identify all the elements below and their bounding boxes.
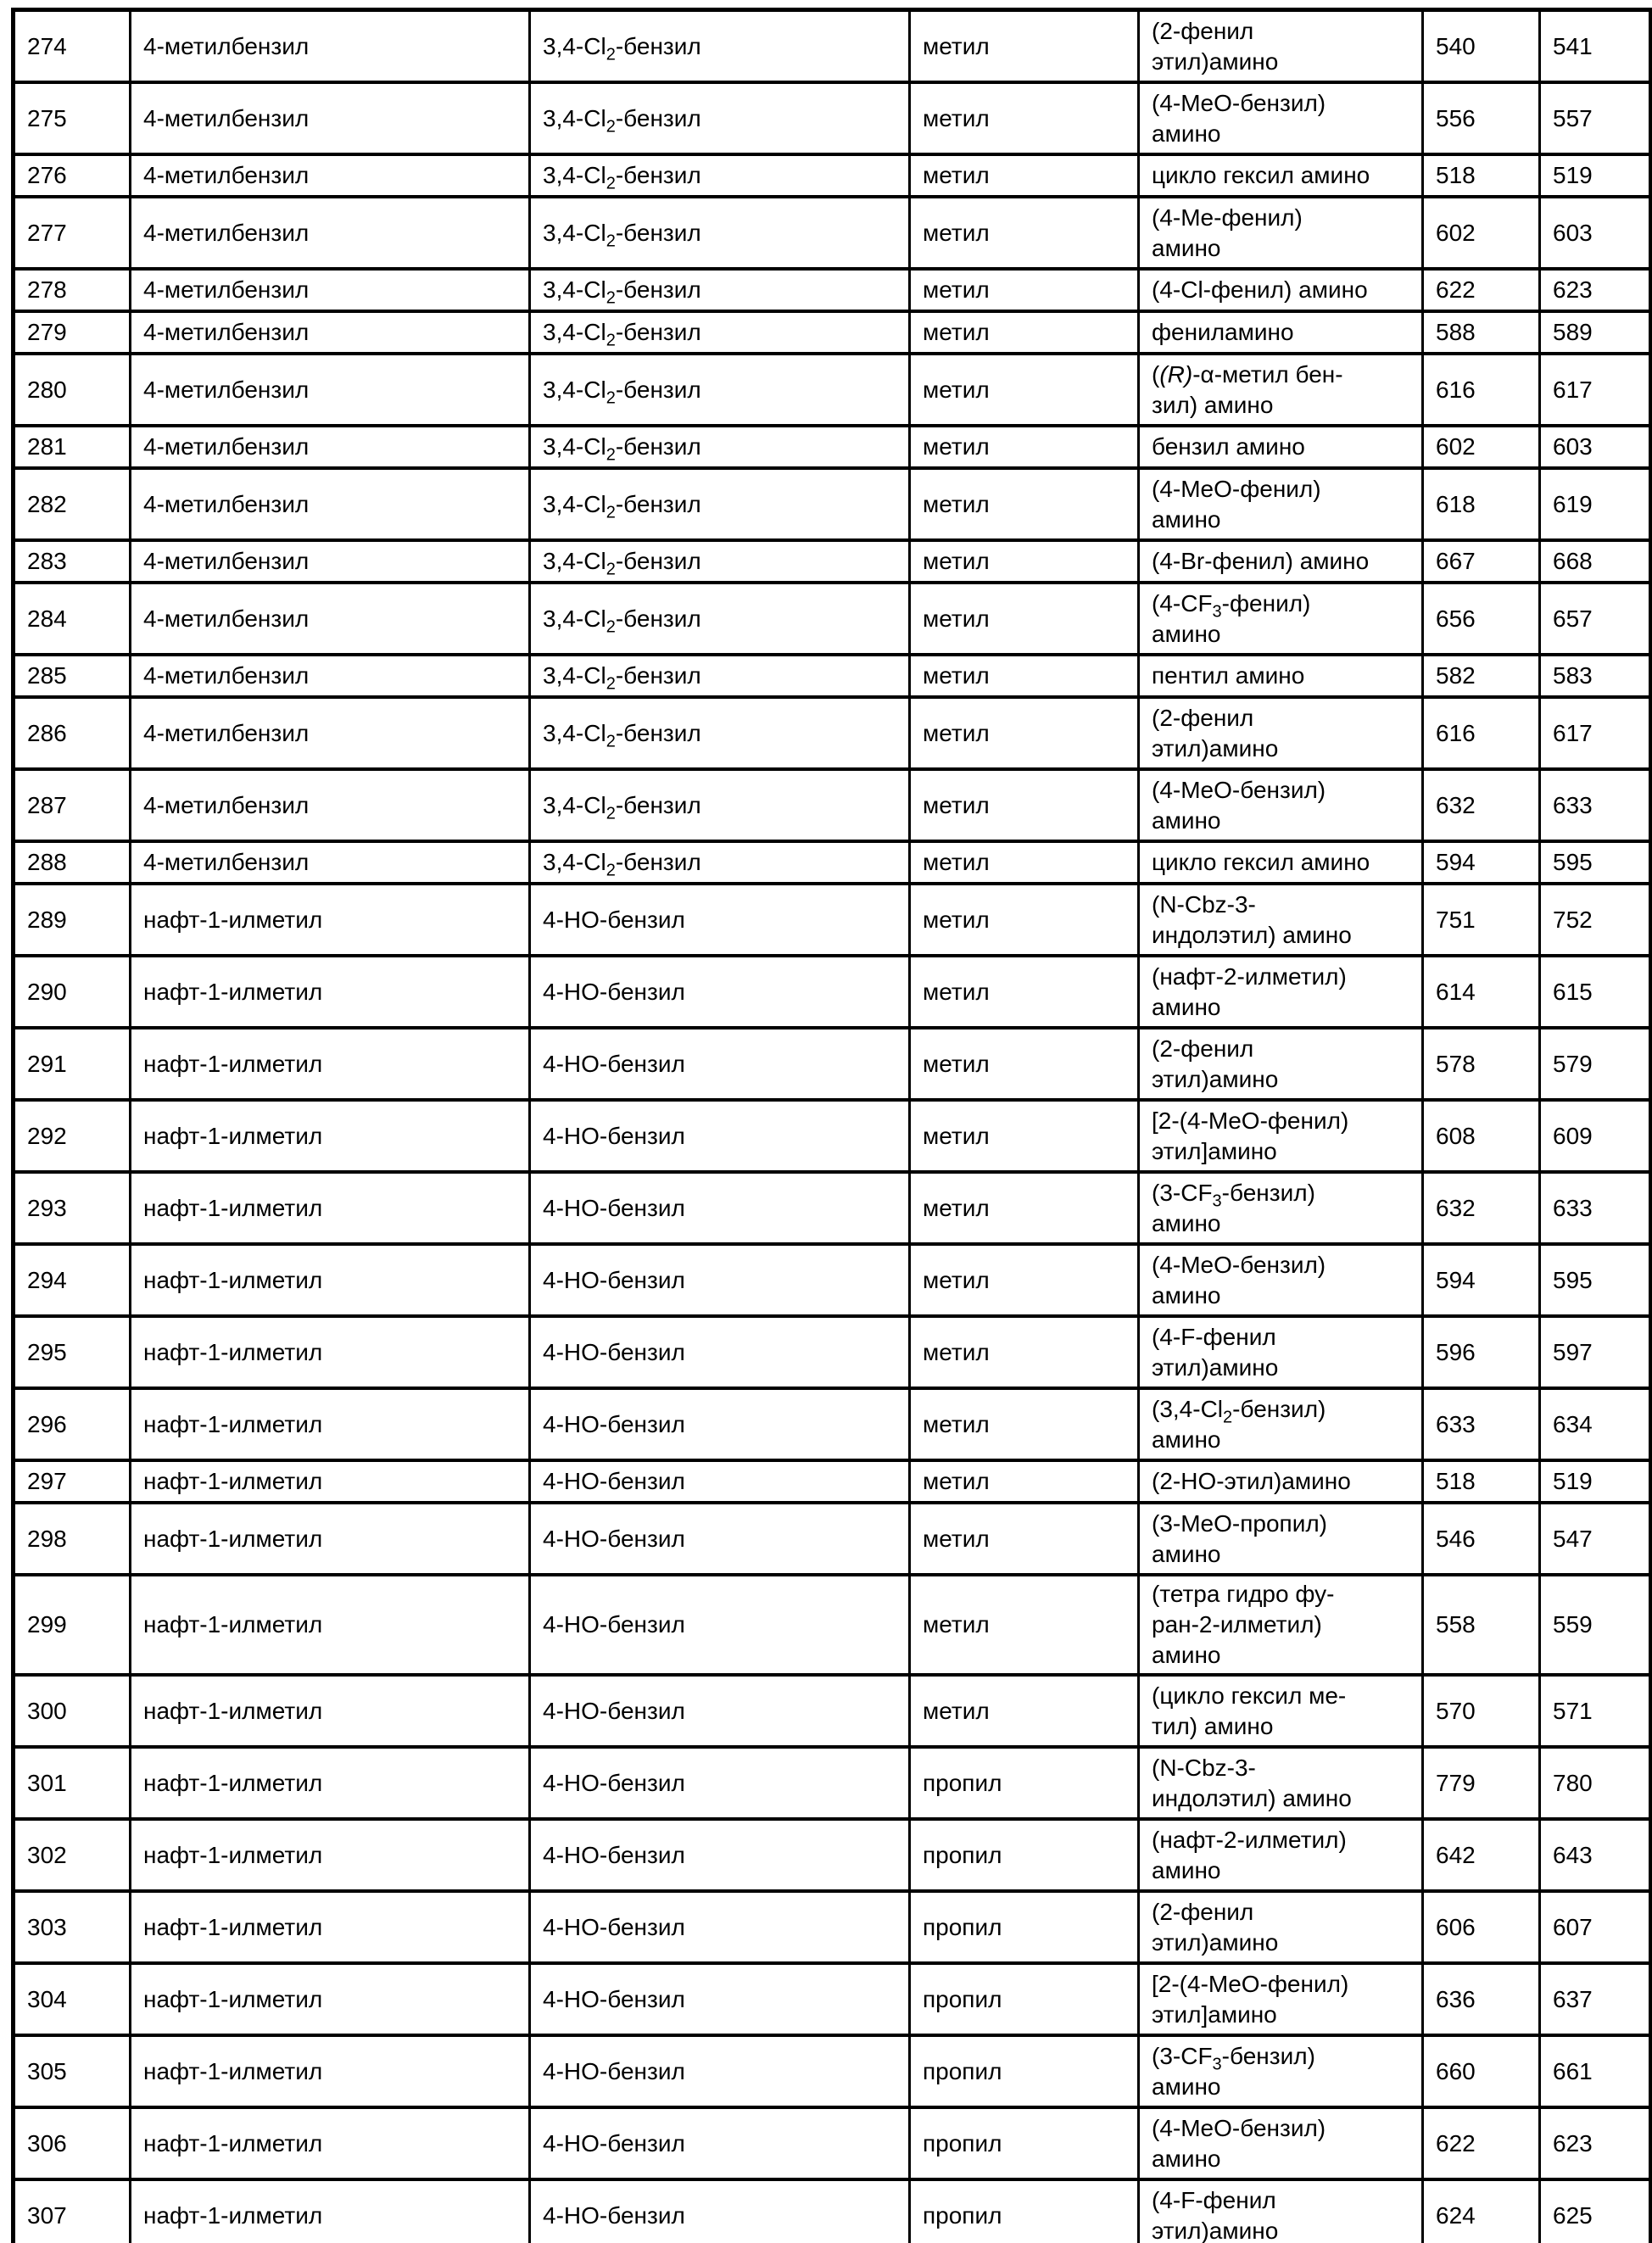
cell-row-number: 277 xyxy=(14,197,131,269)
cell-row-number: 298 xyxy=(14,1503,131,1575)
cell-substituent-r4: пентил амино xyxy=(1139,655,1423,697)
cell-substituent-r2: $3,4-Cl_2$-бензил xyxy=(530,426,910,468)
cell-mass-m: 594 xyxy=(1423,1244,1540,1316)
cell-substituent-r3: метил xyxy=(910,956,1139,1028)
cell-substituent-r4: (4-Br-фенил) амино xyxy=(1139,540,1423,583)
cell-substituent-r3: метил xyxy=(910,1100,1139,1172)
cell-substituent-r3: пропил xyxy=(910,1891,1139,1963)
cell-mass-m: 618 xyxy=(1423,468,1540,540)
cell-mass-m-plus-1: 541 xyxy=(1540,10,1651,83)
cell-substituent-r4: $(3-CF_3-бензил)$ амино xyxy=(1139,2035,1423,2107)
cell-mass-m: 582 xyxy=(1423,655,1540,697)
cell-substituent-r3: метил xyxy=(910,697,1139,769)
table-row xyxy=(14,540,1651,583)
table-row xyxy=(14,311,1651,354)
cell-substituent-r4: (цикло гексил ме- тил) амино xyxy=(1139,1675,1423,1747)
cell-mass-m: 660 xyxy=(1423,2035,1540,2107)
cell-row-number: 279 xyxy=(14,311,131,354)
cell-substituent-r3: метил xyxy=(910,311,1139,354)
cell-mass-m-plus-1: 607 xyxy=(1540,1891,1651,1963)
cell-substituent-r1: нафт-1-илметил xyxy=(131,1891,530,1963)
cell-substituent-r3: метил xyxy=(910,1244,1139,1316)
cell-substituent-r3: метил xyxy=(910,154,1139,197)
cell-substituent-r1: нафт-1-илметил xyxy=(131,2107,530,2179)
cell-substituent-r1: 4-метилбензил xyxy=(131,311,530,354)
cell-substituent-r3: метил xyxy=(910,354,1139,426)
cell-substituent-r2: 4-HO-бензил xyxy=(530,1747,910,1819)
cell-substituent-r3: пропил xyxy=(910,1747,1139,1819)
cell-substituent-r3: метил xyxy=(910,655,1139,697)
cell-mass-m-plus-1: 603 xyxy=(1540,426,1651,468)
cell-substituent-r1: 4-метилбензил xyxy=(131,197,530,269)
cell-substituent-r1: нафт-1-илметил xyxy=(131,1503,530,1575)
cell-mass-m-plus-1: 597 xyxy=(1540,1316,1651,1388)
cell-mass-m-plus-1: 547 xyxy=(1540,1503,1651,1575)
table-row xyxy=(14,1172,1651,1244)
cell-substituent-r4: (2-фенил этил)амино xyxy=(1139,10,1423,83)
cell-mass-m: 667 xyxy=(1423,540,1540,583)
cell-mass-m: 642 xyxy=(1423,1819,1540,1891)
cell-substituent-r4: (4-F-фенил этил)амино xyxy=(1139,1316,1423,1388)
cell-substituent-r3: метил xyxy=(910,1575,1139,1675)
cell-substituent-r3: метил xyxy=(910,1460,1139,1503)
compound-table xyxy=(11,8,1652,2243)
table-row xyxy=(14,1747,1651,1819)
cell-substituent-r2: 4-HO-бензил xyxy=(530,1675,910,1747)
cell-mass-m: 608 xyxy=(1423,1100,1540,1172)
cell-substituent-r1: 4-метилбензил xyxy=(131,468,530,540)
cell-substituent-r4: $(3-CF_3-бензил)$ амино xyxy=(1139,1172,1423,1244)
cell-substituent-r2: 4-HO-бензил xyxy=(530,2107,910,2179)
cell-substituent-r4: (4-MeO-бензил) амино xyxy=(1139,2107,1423,2179)
cell-row-number: 287 xyxy=(14,769,131,841)
cell-mass-m-plus-1: 643 xyxy=(1540,1819,1651,1891)
cell-row-number: 274 xyxy=(14,10,131,83)
cell-row-number: 299 xyxy=(14,1575,131,1675)
cell-mass-m-plus-1: 519 xyxy=(1540,154,1651,197)
cell-substituent-r3: пропил xyxy=(910,1819,1139,1891)
cell-substituent-r3: пропил xyxy=(910,2035,1139,2107)
cell-mass-m-plus-1: 634 xyxy=(1540,1388,1651,1460)
cell-substituent-r3: метил xyxy=(910,426,1139,468)
cell-substituent-r1: 4-метилбензил xyxy=(131,540,530,583)
cell-substituent-r1: нафт-1-илметил xyxy=(131,1316,530,1388)
cell-substituent-r1: нафт-1-илметил xyxy=(131,2179,530,2243)
cell-substituent-r2: $3,4-Cl_2$-бензил xyxy=(530,197,910,269)
cell-mass-m-plus-1: 519 xyxy=(1540,1460,1651,1503)
cell-substituent-r3: метил xyxy=(910,10,1139,83)
cell-mass-m-plus-1: 633 xyxy=(1540,1172,1651,1244)
cell-substituent-r1: 4-метилбензил xyxy=(131,583,530,655)
table-row xyxy=(14,697,1651,769)
cell-substituent-r2: 4-HO-бензил xyxy=(530,1575,910,1675)
cell-substituent-r2: 4-HO-бензил xyxy=(530,956,910,1028)
cell-substituent-r4: (2-фенил этил)амино xyxy=(1139,1028,1423,1100)
cell-mass-m-plus-1: 623 xyxy=(1540,269,1651,311)
table-row xyxy=(14,426,1651,468)
table-row xyxy=(14,354,1651,426)
cell-substituent-r4: (4-F-фенил этил)амино xyxy=(1139,2179,1423,2243)
cell-row-number: 288 xyxy=(14,841,131,884)
cell-substituent-r1: нафт-1-илметил xyxy=(131,1100,530,1172)
cell-mass-m: 633 xyxy=(1423,1388,1540,1460)
cell-substituent-r2: 4-HO-бензил xyxy=(530,1172,910,1244)
cell-substituent-r3: метил xyxy=(910,468,1139,540)
table-row xyxy=(14,769,1651,841)
cell-substituent-r2: $3,4-Cl_2$-бензил xyxy=(530,841,910,884)
cell-row-number: 278 xyxy=(14,269,131,311)
cell-substituent-r4: $(4-CF_3-фенил)$ амино xyxy=(1139,583,1423,655)
cell-mass-m-plus-1: 619 xyxy=(1540,468,1651,540)
cell-substituent-r1: нафт-1-илметил xyxy=(131,1675,530,1747)
cell-substituent-r3: пропил xyxy=(910,2107,1139,2179)
cell-substituent-r2: $3,4-Cl_2$-бензил xyxy=(530,540,910,583)
cell-mass-m: 596 xyxy=(1423,1316,1540,1388)
cell-substituent-r2: 4-HO-бензил xyxy=(530,1963,910,2035)
cell-mass-m-plus-1: 625 xyxy=(1540,2179,1651,2243)
cell-mass-m: 632 xyxy=(1423,769,1540,841)
cell-substituent-r3: метил xyxy=(910,769,1139,841)
cell-substituent-r1: нафт-1-илметил xyxy=(131,1460,530,1503)
cell-mass-m-plus-1: 780 xyxy=(1540,1747,1651,1819)
cell-substituent-r4: (N-Cbz-3- индолэтил) амино xyxy=(1139,1747,1423,1819)
cell-substituent-r2: $3,4-Cl_2$-бензил xyxy=(530,697,910,769)
cell-row-number: 275 xyxy=(14,82,131,154)
cell-substituent-r2: $3,4-Cl_2$-бензил xyxy=(530,354,910,426)
cell-row-number: 304 xyxy=(14,1963,131,2035)
cell-substituent-r2: 4-HO-бензил xyxy=(530,1244,910,1316)
cell-mass-m: 570 xyxy=(1423,1675,1540,1747)
cell-substituent-r4: (4-MeO-бензил) амино xyxy=(1139,1244,1423,1316)
table-row xyxy=(14,269,1651,311)
cell-substituent-r2: $3,4-Cl_2$-бензил xyxy=(530,311,910,354)
cell-substituent-r2: 4-HO-бензил xyxy=(530,2035,910,2107)
cell-row-number: 291 xyxy=(14,1028,131,1100)
cell-mass-m-plus-1: 752 xyxy=(1540,884,1651,956)
cell-substituent-r3: метил xyxy=(910,269,1139,311)
table-row xyxy=(14,10,1651,83)
cell-substituent-r3: метил xyxy=(910,1675,1139,1747)
cell-substituent-r2: 4-HO-бензил xyxy=(530,1460,910,1503)
cell-substituent-r1: 4-метилбензил xyxy=(131,154,530,197)
cell-substituent-r2: $3,4-Cl_2$-бензил xyxy=(530,583,910,655)
cell-substituent-r4: (2-фенил этил)амино xyxy=(1139,697,1423,769)
cell-row-number: 301 xyxy=(14,1747,131,1819)
cell-substituent-r4: $(3,4-Cl_2-бензил)$ амино xyxy=(1139,1388,1423,1460)
cell-row-number: 294 xyxy=(14,1244,131,1316)
cell-substituent-r2: $3,4-Cl_2$-бензил xyxy=(530,10,910,83)
cell-substituent-r4: [2-(4-MeO-фенил) этил]амино xyxy=(1139,1963,1423,2035)
cell-substituent-r2: $3,4-Cl_2$-бензил xyxy=(530,82,910,154)
cell-mass-m-plus-1: 633 xyxy=(1540,769,1651,841)
cell-substituent-r3: метил xyxy=(910,1388,1139,1460)
cell-substituent-r1: нафт-1-илметил xyxy=(131,956,530,1028)
cell-row-number: 283 xyxy=(14,540,131,583)
cell-mass-m-plus-1: 617 xyxy=(1540,354,1651,426)
table-row xyxy=(14,1675,1651,1747)
cell-substituent-r2: $3,4-Cl_2$-бензил xyxy=(530,468,910,540)
cell-mass-m: 614 xyxy=(1423,956,1540,1028)
cell-row-number: 289 xyxy=(14,884,131,956)
cell-substituent-r2: $3,4-Cl_2$-бензил xyxy=(530,154,910,197)
cell-substituent-r4: фениламино xyxy=(1139,311,1423,354)
cell-row-number: 303 xyxy=(14,1891,131,1963)
cell-substituent-r1: 4-метилбензил xyxy=(131,769,530,841)
cell-substituent-r4: цикло гексил амино xyxy=(1139,154,1423,197)
cell-mass-m-plus-1: 637 xyxy=(1540,1963,1651,2035)
cell-mass-m-plus-1: 559 xyxy=(1540,1575,1651,1675)
cell-mass-m: 602 xyxy=(1423,426,1540,468)
cell-mass-m: 602 xyxy=(1423,197,1540,269)
table-row xyxy=(14,1963,1651,2035)
cell-row-number: 281 xyxy=(14,426,131,468)
table-row xyxy=(14,1575,1651,1675)
cell-substituent-r4: (3-MeO-пропил) амино xyxy=(1139,1503,1423,1575)
cell-substituent-r2: 4-HO-бензил xyxy=(530,2179,910,2243)
cell-substituent-r1: нафт-1-илметил xyxy=(131,884,530,956)
cell-mass-m-plus-1: 609 xyxy=(1540,1100,1651,1172)
table-row xyxy=(14,2107,1651,2179)
cell-mass-m: 558 xyxy=(1423,1575,1540,1675)
table-row xyxy=(14,1460,1651,1503)
cell-substituent-r3: метил xyxy=(910,540,1139,583)
cell-mass-m-plus-1: 589 xyxy=(1540,311,1651,354)
cell-substituent-r3: метил xyxy=(910,1316,1139,1388)
cell-mass-m: 622 xyxy=(1423,2107,1540,2179)
cell-mass-m-plus-1: 668 xyxy=(1540,540,1651,583)
cell-substituent-r1: нафт-1-илметил xyxy=(131,1963,530,2035)
cell-substituent-r2: $3,4-Cl_2$-бензил xyxy=(530,769,910,841)
cell-mass-m: 616 xyxy=(1423,697,1540,769)
cell-substituent-r3: метил xyxy=(910,884,1139,956)
table-row xyxy=(14,1819,1651,1891)
cell-mass-m-plus-1: 595 xyxy=(1540,1244,1651,1316)
cell-row-number: 284 xyxy=(14,583,131,655)
cell-substituent-r3: пропил xyxy=(910,1963,1139,2035)
cell-mass-m-plus-1: 615 xyxy=(1540,956,1651,1028)
compound-table-body xyxy=(14,10,1651,2243)
cell-row-number: 292 xyxy=(14,1100,131,1172)
table-row xyxy=(14,655,1651,697)
cell-substituent-r3: пропил xyxy=(910,2179,1139,2243)
cell-mass-m-plus-1: 661 xyxy=(1540,2035,1651,2107)
cell-substituent-r1: 4-метилбензил xyxy=(131,697,530,769)
cell-row-number: 297 xyxy=(14,1460,131,1503)
cell-substituent-r4: ((R)-α-метил бен- зил) амино xyxy=(1139,354,1423,426)
cell-substituent-r2: 4-HO-бензил xyxy=(530,1028,910,1100)
cell-row-number: 285 xyxy=(14,655,131,697)
cell-substituent-r1: 4-метилбензил xyxy=(131,426,530,468)
cell-substituent-r3: метил xyxy=(910,841,1139,884)
cell-substituent-r1: нафт-1-илметил xyxy=(131,1388,530,1460)
cell-substituent-r1: нафт-1-илметил xyxy=(131,1747,530,1819)
cell-row-number: 280 xyxy=(14,354,131,426)
table-row xyxy=(14,2179,1651,2243)
cell-substituent-r4: (4-Me-фенил) амино xyxy=(1139,197,1423,269)
cell-mass-m: 622 xyxy=(1423,269,1540,311)
table-row xyxy=(14,1891,1651,1963)
cell-mass-m: 518 xyxy=(1423,1460,1540,1503)
table-row xyxy=(14,1028,1651,1100)
cell-mass-m: 518 xyxy=(1423,154,1540,197)
cell-substituent-r2: 4-HO-бензил xyxy=(530,884,910,956)
cell-substituent-r3: метил xyxy=(910,1503,1139,1575)
cell-substituent-r4: (тетра гидро фу- ран-2-илметил) амино xyxy=(1139,1575,1423,1675)
cell-row-number: 286 xyxy=(14,697,131,769)
table-row xyxy=(14,1100,1651,1172)
cell-mass-m-plus-1: 623 xyxy=(1540,2107,1651,2179)
cell-mass-m-plus-1: 657 xyxy=(1540,583,1651,655)
cell-substituent-r4: (нафт-2-илметил) амино xyxy=(1139,1819,1423,1891)
cell-mass-m: 779 xyxy=(1423,1747,1540,1819)
table-row xyxy=(14,82,1651,154)
cell-mass-m-plus-1: 595 xyxy=(1540,841,1651,884)
cell-substituent-r4: цикло гексил амино xyxy=(1139,841,1423,884)
table-row xyxy=(14,1388,1651,1460)
cell-substituent-r4: (4-MeO-бензил) амино xyxy=(1139,769,1423,841)
cell-mass-m: 594 xyxy=(1423,841,1540,884)
cell-row-number: 302 xyxy=(14,1819,131,1891)
cell-substituent-r1: 4-метилбензил xyxy=(131,354,530,426)
table-row xyxy=(14,884,1651,956)
cell-substituent-r1: 4-метилбензил xyxy=(131,82,530,154)
cell-row-number: 282 xyxy=(14,468,131,540)
cell-substituent-r3: метил xyxy=(910,82,1139,154)
cell-substituent-r1: нафт-1-илметил xyxy=(131,1575,530,1675)
cell-substituent-r4: [2-(4-MeO-фенил) этил]амино xyxy=(1139,1100,1423,1172)
cell-substituent-r1: нафт-1-илметил xyxy=(131,1819,530,1891)
cell-substituent-r2: 4-HO-бензил xyxy=(530,1819,910,1891)
cell-row-number: 276 xyxy=(14,154,131,197)
table-row xyxy=(14,197,1651,269)
cell-substituent-r4: (2-фенил этил)амино xyxy=(1139,1891,1423,1963)
table-row xyxy=(14,583,1651,655)
cell-substituent-r4: бензил амино xyxy=(1139,426,1423,468)
cell-row-number: 300 xyxy=(14,1675,131,1747)
cell-mass-m: 606 xyxy=(1423,1891,1540,1963)
cell-row-number: 306 xyxy=(14,2107,131,2179)
cell-row-number: 296 xyxy=(14,1388,131,1460)
cell-substituent-r1: нафт-1-илметил xyxy=(131,1244,530,1316)
cell-mass-m: 636 xyxy=(1423,1963,1540,2035)
cell-row-number: 305 xyxy=(14,2035,131,2107)
cell-mass-m: 624 xyxy=(1423,2179,1540,2243)
cell-mass-m-plus-1: 603 xyxy=(1540,197,1651,269)
cell-mass-m: 540 xyxy=(1423,10,1540,83)
cell-substituent-r4: (N-Cbz-3- индолэтил) амино xyxy=(1139,884,1423,956)
cell-mass-m: 751 xyxy=(1423,884,1540,956)
cell-substituent-r2: 4-HO-бензил xyxy=(530,1316,910,1388)
cell-substituent-r1: нафт-1-илметил xyxy=(131,1028,530,1100)
cell-mass-m-plus-1: 571 xyxy=(1540,1675,1651,1747)
cell-substituent-r3: метил xyxy=(910,197,1139,269)
cell-substituent-r1: 4-метилбензил xyxy=(131,10,530,83)
cell-substituent-r4: (4-MeO-бензил) амино xyxy=(1139,82,1423,154)
cell-mass-m: 616 xyxy=(1423,354,1540,426)
cell-mass-m-plus-1: 557 xyxy=(1540,82,1651,154)
table-row xyxy=(14,2035,1651,2107)
table-row xyxy=(14,1503,1651,1575)
cell-mass-m: 588 xyxy=(1423,311,1540,354)
cell-substituent-r4: (нафт-2-илметил) амино xyxy=(1139,956,1423,1028)
cell-mass-m-plus-1: 579 xyxy=(1540,1028,1651,1100)
cell-substituent-r2: 4-HO-бензил xyxy=(530,1388,910,1460)
cell-substituent-r1: нафт-1-илметил xyxy=(131,1172,530,1244)
cell-row-number: 307 xyxy=(14,2179,131,2243)
cell-substituent-r2: 4-HO-бензил xyxy=(530,1503,910,1575)
cell-substituent-r2: $3,4-Cl_2$-бензил xyxy=(530,655,910,697)
cell-substituent-r2: 4-HO-бензил xyxy=(530,1891,910,1963)
cell-substituent-r1: 4-метилбензил xyxy=(131,655,530,697)
cell-substituent-r1: 4-метилбензил xyxy=(131,841,530,884)
cell-row-number: 290 xyxy=(14,956,131,1028)
cell-mass-m: 546 xyxy=(1423,1503,1540,1575)
cell-substituent-r4: (2-HO-этил)амино xyxy=(1139,1460,1423,1503)
cell-mass-m-plus-1: 617 xyxy=(1540,697,1651,769)
table-row xyxy=(14,1316,1651,1388)
cell-substituent-r2: $3,4-Cl_2$-бензил xyxy=(530,269,910,311)
cell-substituent-r1: 4-метилбензил xyxy=(131,269,530,311)
cell-substituent-r3: метил xyxy=(910,1172,1139,1244)
cell-mass-m-plus-1: 583 xyxy=(1540,655,1651,697)
cell-row-number: 295 xyxy=(14,1316,131,1388)
table-row xyxy=(14,154,1651,197)
cell-substituent-r3: метил xyxy=(910,1028,1139,1100)
cell-substituent-r4: (4-Cl-фенил) амино xyxy=(1139,269,1423,311)
table-row xyxy=(14,841,1651,884)
cell-substituent-r2: 4-HO-бензил xyxy=(530,1100,910,1172)
cell-mass-m: 556 xyxy=(1423,82,1540,154)
cell-mass-m: 656 xyxy=(1423,583,1540,655)
cell-mass-m: 632 xyxy=(1423,1172,1540,1244)
cell-substituent-r3: метил xyxy=(910,583,1139,655)
table-row xyxy=(14,468,1651,540)
cell-substituent-r4: (4-MeO-фенил) амино xyxy=(1139,468,1423,540)
table-row xyxy=(14,1244,1651,1316)
cell-substituent-r1: нафт-1-илметил xyxy=(131,2035,530,2107)
cell-mass-m: 578 xyxy=(1423,1028,1540,1100)
table-row xyxy=(14,956,1651,1028)
cell-row-number: 293 xyxy=(14,1172,131,1244)
